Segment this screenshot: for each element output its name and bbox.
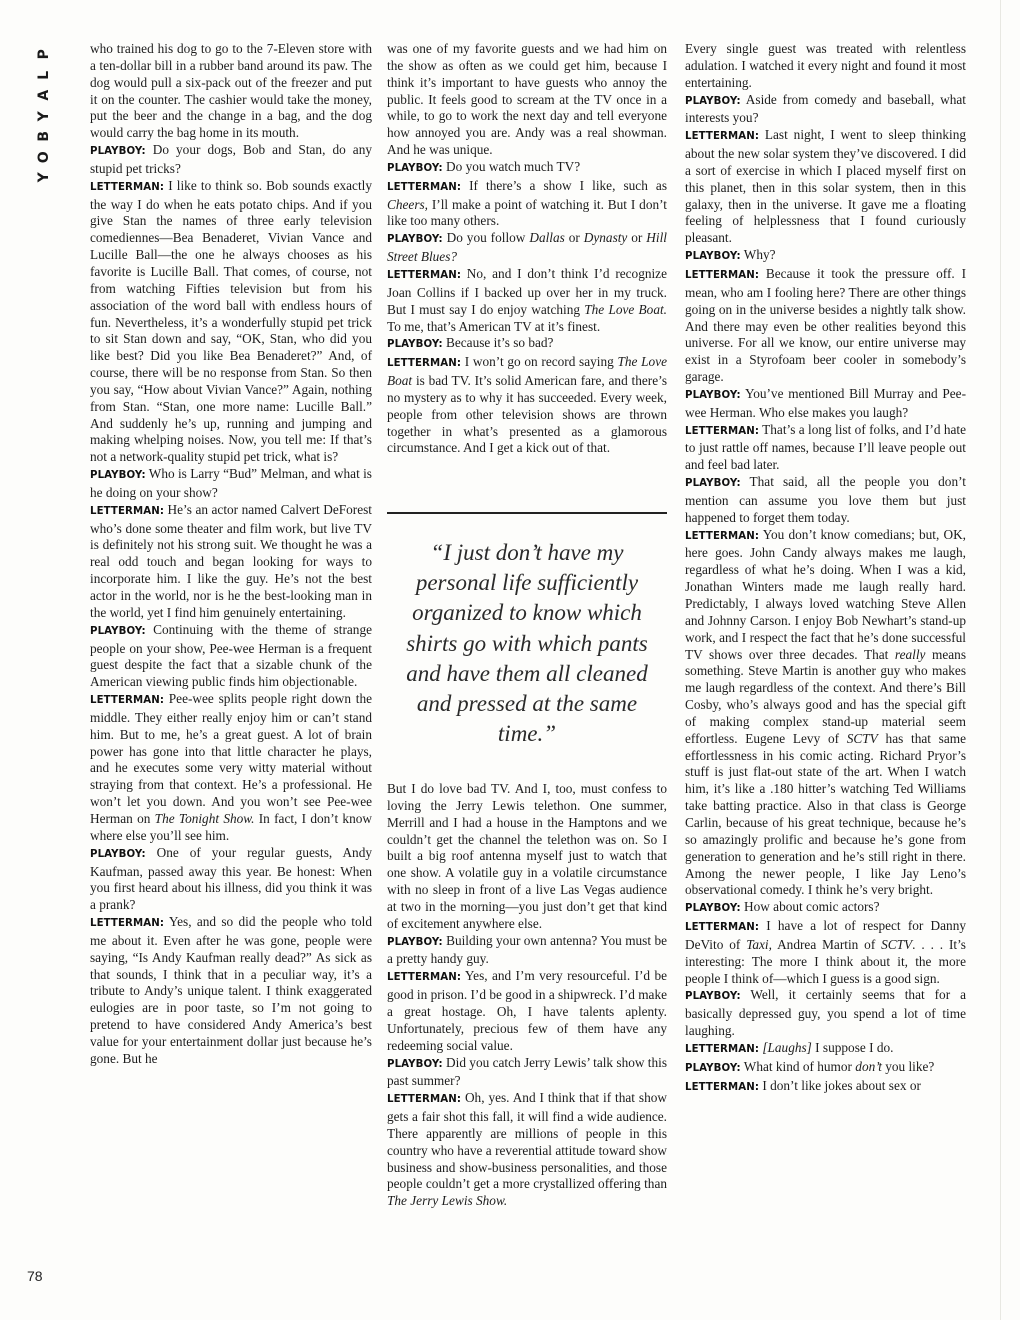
speaker-label: PLAYBOY: (90, 146, 146, 158)
speaker-label: LETTERMAN: (685, 1043, 760, 1055)
answer-text: Andrea Martin of (771, 936, 882, 952)
speaker-label: LETTERMAN: (90, 181, 165, 193)
show-title: Hill Street Blues? (387, 230, 667, 265)
speaker-label: LETTERMAN: (90, 695, 165, 707)
show-title: SCTV (846, 730, 878, 746)
answer (90, 691, 372, 845)
question (387, 335, 667, 354)
question (685, 92, 966, 128)
answer-text: is bad TV. It’s solid American fare, and there’s no mystery as to why it has succeeded. Every week, people from other television shows are thrown together in what’s presented as a glamorous circumstance. And I get a kick out of that. (387, 373, 667, 456)
speaker-label: PLAYBOY: (685, 389, 741, 401)
question-text: You’ve mentioned Bill Murray and Pee-wee Herman. Who else makes you laugh? (685, 385, 966, 420)
speaker-label: PLAYBOY: (685, 991, 741, 1003)
speaker-label: LETTERMAN: (90, 505, 165, 517)
answer (387, 1090, 667, 1210)
answer-text: Yes, and I’m very resourceful. I’d be good in prison. I’d be good in a shipwreck. I’d make a great hostage. Oh, I have talents aplenty. Unfortunately, precious few of them have any redeeming social value. (387, 968, 667, 1053)
emphasis: really (894, 646, 926, 662)
speaker-label: LETTERMAN: (685, 269, 760, 281)
answer-text: That’s a long list of folks, and I’d hate to just rattle off names, because I’ll leave people out and feel bad later. (685, 421, 966, 473)
answer-text: Because it took the pressure off. I mean, who am I fooling here? There are other things going on in the universe besides a nightly talk show. And there may even be other realities beyond this universe. For all we know, our entire universe may exist in a Styrofoam beer cooler in somebody’s garage. (685, 265, 966, 385)
question (90, 466, 372, 502)
show-title: The Love Boat. (584, 301, 667, 317)
answer (387, 266, 667, 335)
question-text: Well, it certainly seems that for a basically depressed guy, you spend a lot of time laughing. (685, 987, 966, 1039)
question-text: Do you follow (446, 230, 530, 246)
answer-text: I have a lot of respect for Danny DeVito of (685, 918, 966, 952)
speaker-label: PLAYBOY: (387, 234, 443, 246)
page-number: 78 (27, 1268, 43, 1284)
answer-text: I like to think so. Bob sounds exactly the way I do when he eats potato chips. And if you give Stan the names of three early television comediennes—Bea Benaderet, Vivian Vance and Lucille Ball—the one he always chooses as his favorite is Lucille Ball. That comes, of course, not from watching Fifties television but from his association of the word ball with endless hours of fun. Nevertheless, it’s a wonderfully stupid pet trick to sit Stan down and say, “OK, Stan, who did you like best? Did you like Bea Benaderet?” And, of course, there will be no response from Stan. So then you say, “How about Vivian Vance?” Again, nothing from Stan. “Stan, one more name: Lucille Ball.” And suddenly he’s up, running and jumping and making whelping noises. Now, you tell me: If that’s not a network-quality stupid pet trick, what is? (90, 177, 372, 465)
speaker-label: PLAYBOY: (685, 1062, 741, 1074)
column-2 (387, 41, 667, 457)
speaker-label: PLAYBOY: (387, 339, 443, 351)
speaker-label: LETTERMAN: (685, 131, 760, 143)
question (685, 899, 966, 918)
show-title: The Jerry Lewis Show. (387, 1193, 508, 1209)
answer (387, 968, 667, 1054)
answer (685, 422, 966, 475)
masthead-letter: A (35, 89, 52, 101)
question-text: Did you catch Jerry Lewis’ talk show this past summer? (387, 1054, 668, 1089)
masthead-letter: Y (35, 172, 52, 183)
question-text: Do your dogs, Bob and Stan, do any stupid pet tricks? (90, 142, 372, 176)
question-text: That said, all the people you don’t mention can assume you love them but just happened to forget them today. (685, 474, 966, 525)
paragraph: But I do love bad TV. And I, too, must confess to loving the Jerry Lewis telethon. One summer, Merrill and I had a house in the Hamptons and we couldn’t get the channel the telethon was on. So I built a big roof antenna myself just to watch that one show. A volatile guy in a volatile circumstance with no sleep in front of a live Las Vegas audience at two in the morning—you just don’t get that kind of excitement anywhere else. (387, 781, 667, 931)
answer-text: . . . . It’s interesting: The more I think about it, the more people I think of—which I guess is a good sign. (685, 936, 966, 986)
answer-text: To me, that’s American TV at it’s finest. (387, 318, 601, 334)
speaker-label: PLAYBOY: (387, 162, 443, 174)
speaker-label: PLAYBOY: (90, 625, 146, 637)
speaker-label: PLAYBOY: (685, 903, 741, 915)
column-3 (685, 41, 966, 1096)
question (685, 1059, 966, 1078)
question (685, 386, 966, 422)
answer-text: means something. Steve Martin is another guy who makes me laugh regardless of the context. And there’s Bill Cosby, who’s always good and has the special gift of making complex stand-up material seem effortless. Eugene Levy of (685, 646, 966, 746)
speaker-label: PLAYBOY: (685, 95, 741, 107)
question-text: Continuing with the theme of strange people on your show, Pee-wee Herman is a frequent guest despite the fact that a sizable chunk of the American viewing public finds him objectionable. (90, 621, 373, 690)
speaker-label: LETTERMAN: (685, 530, 760, 542)
pull-quote (387, 512, 667, 768)
answer (685, 918, 966, 987)
question-text: Building your own antenna? You must be a pretty handy guy. (387, 932, 668, 967)
masthead-letter: L (35, 70, 52, 80)
speaker-label: LETTERMAN: (90, 918, 165, 930)
answer (685, 266, 966, 386)
question (387, 933, 667, 969)
answer-text: Pee-wee splits people right down the middle. They either really enjoy him or can’t stand him. But to me, he’s a great guest. A lot of brain power has gone into that little character he plays, and he executes some very witty material without straying from that context. He’s a professional. He won’t let you down. And you won’t see Pee-wee Herman on (90, 691, 373, 826)
paragraph: who trained his dog to go to the 7-Eleven store with a ten-dollar bill in a rubber band around its paw. The dog would pull a six-pack out of the freezer and put it on the counter. The cashier would take the money, put the beer and the change in a bag, and the dog would carry the bag home in its mouth. (90, 41, 372, 141)
answer-text: I’ll make a point of watching it. But I don’t like too many others. (387, 196, 667, 229)
emphasis: don’t (855, 1058, 882, 1074)
question (685, 474, 966, 527)
answer-text: He’s an actor named Calvert DeForest who’s done some theater and film work, but live TV is definitely not his strong suit. We thought he was a real odd touch and began looking for ways to incorporate him. I like the guy. He’s not the best actor in the world, nor is he the best-looking man in the world, yet I find him genuinely entertaining. (90, 501, 372, 620)
question-text: Aside from comedy and baseball, what interests you? (685, 91, 966, 126)
speaker-label: PLAYBOY: (387, 1058, 443, 1070)
speaker-label: LETTERMAN: (387, 1094, 462, 1106)
show-title: The Love Boat (387, 354, 668, 389)
masthead-letter: Y (35, 110, 52, 121)
question (90, 622, 372, 691)
answer-text: I won’t go on record saying (464, 354, 618, 370)
speaker-label: LETTERMAN: (387, 358, 462, 370)
paragraph: Every single guest was treated with relentless adulation. I watched it every night and found it most entertaining. (685, 41, 966, 90)
question (685, 987, 966, 1040)
show-title: Cheers, (387, 196, 428, 212)
question (387, 159, 667, 178)
answer-text: I don’t like jokes about sex or (762, 1077, 921, 1093)
speaker-label: PLAYBOY: (90, 848, 146, 860)
masthead (34, 44, 54, 188)
show-title: Taxi, (746, 936, 772, 952)
speaker-label: LETTERMAN: (387, 972, 462, 984)
speaker-label: LETTERMAN: (685, 425, 760, 437)
answer-text: I suppose I do. (811, 1039, 894, 1055)
column-2-continued (387, 781, 667, 1210)
answer-text: has that same effortlessness in his comic acting. Richard Pryor’s stuff is just flat-out state of the art. When I watch him, it’s like a .180 hitter’s watching Ted Williams take batting practice. Also in that class is George Carlin, because of his great technique, because he’s so amazingly prolific and because he’s gone from generation to generation and he’s still right in there. Among the newer people, I like Jay Leno’s observational comedy. I think he’s very bright. (685, 730, 966, 898)
speaker-label: PLAYBOY: (685, 251, 741, 263)
speaker-label: PLAYBOY: (387, 936, 443, 948)
answer-text: In fact, I don’t know where else you’ll see him. (90, 810, 372, 843)
answer (90, 502, 372, 622)
question-text: Because it’s so bad? (446, 335, 554, 351)
answer (387, 354, 667, 457)
masthead-letter: P (35, 49, 52, 60)
answer (685, 527, 966, 900)
speaker-label: PLAYBOY: (90, 470, 146, 482)
show-title: The Tonight Show. (154, 810, 255, 826)
answer-text: You don’t know comedians; but, OK, here goes. John Candy always makes me laugh, regardless of what he’s doing. When I was a kid, Jonathan Winters made me laugh really hard. Predictably, I always loved watching Steve Allen and Johnny Carson. I enjoy Bob Newhart’s stand-up work, and I respect the fact that he’s done successful TV shows over three decades. That (685, 526, 966, 662)
answer-text: Oh, yes. And I think that if that show gets a fair shot this fall, it will find a wide audience. There apparently are millions of people in this country who have a reverential attitude toward show business and show-business personalities, and those people couldn’t get a more crystallized offering than (387, 1090, 667, 1192)
question (387, 1055, 667, 1091)
answer-text: If there’s a show I like, such as (469, 177, 668, 193)
answer (387, 178, 667, 231)
question-text: One of your regular guests, Andy Kaufman, passed away this year. Be honest: When you first heard about his illness, did you think it was a prank? (90, 844, 372, 913)
speaker-label: LETTERMAN: (387, 269, 462, 281)
question-text: or (564, 230, 584, 246)
stage-direction: [Laughs] (762, 1039, 812, 1055)
question-text: Why? (743, 247, 776, 263)
masthead-letter: O (35, 150, 52, 163)
masthead-letter: B (35, 130, 52, 142)
speaker-label: LETTERMAN: (685, 1081, 760, 1093)
answer (685, 1040, 966, 1059)
answer (685, 1078, 966, 1097)
question (90, 142, 372, 178)
question-text: you like? (881, 1058, 935, 1074)
speaker-label: LETTERMAN: (387, 181, 462, 193)
answer-text: Yes, and so did the people who told me about it. Even after he was gone, people were saying, “Is Andy Kaufman really dead?” As sick as that sounds, I think that in a peculiar way, it’s a tribute to Andy’s unique talent. I think exaggerated eulogies are in poor taste, so I’m not going to pretend to have considered Andy America’s best value for your entertainment dollar just because he’s gone. But he (90, 914, 372, 1066)
answer-text: No, and I don’t think I’d recognize Joan Collins if I backed up over her in my truck. But I must say I do enjoy watching (387, 265, 667, 317)
speaker-label: LETTERMAN: (685, 922, 760, 934)
answer (90, 178, 372, 466)
question (685, 247, 966, 266)
speaker-label: PLAYBOY: (685, 478, 741, 490)
question-text: or (627, 230, 647, 246)
question-text: Who is Larry “Bud” Melman, and what is he doing on your show? (90, 466, 372, 500)
question-text: What kind of humor (743, 1058, 856, 1074)
question (90, 845, 372, 914)
question (387, 230, 667, 266)
pull-quote-text: “I just don’t have my personal life sufficiently organized to know which shirts go with which pants and have them all cleaned and pressed at the same time.” (406, 540, 648, 747)
paragraph: was one of my favorite guests and we had him on the show as often as we could get him, because I think it’s important to have guests who annoy the public. It feels good to scream at the TV once in a while, to go to work the next day and tell everyone how annoyed you are. Andy was a real showman. And he was unique. (387, 41, 667, 158)
question-text: How about comic actors? (744, 899, 880, 915)
column-1 (90, 41, 372, 1068)
answer (685, 127, 966, 247)
show-title: Dynasty (583, 230, 628, 246)
show-title: Dallas (529, 230, 565, 246)
show-title: SCTV (881, 936, 913, 952)
answer-text: Last night, I went to sleep thinking about the new solar system they’ve discovered. I did a sort of exercise in which I placed myself first on this planet, then in this solar system, then in this galaxy, then in the universe. It gave me a floating feeling of helplessness that I found curiously pleasant. (685, 127, 967, 246)
answer (90, 914, 372, 1068)
question-text: Do you watch much TV? (446, 158, 581, 174)
